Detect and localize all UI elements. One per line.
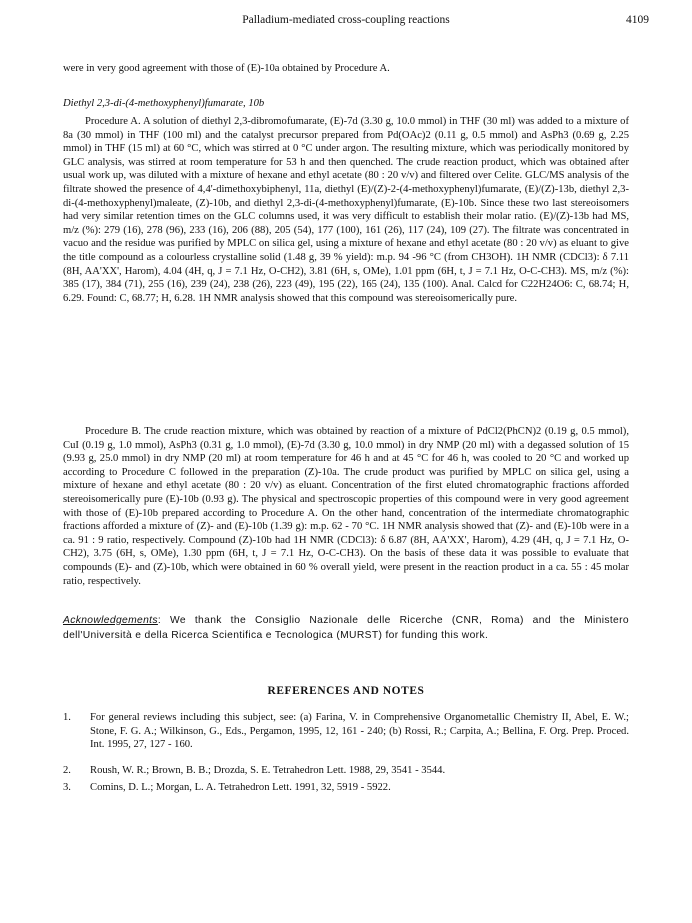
reference-number: 3. [63,782,71,793]
acknowledgements-text: : We thank the Consiglio Nazionale delle Ricerche (CNR, Roma) and the Ministero dell'Università e della Ricerca Scientifica e Tecnologica (MURST) for funding this work. [63,615,629,641]
reference-number: 1. [63,712,71,723]
page-number: 4109 [626,14,649,26]
reference-text: Roush, W. R.; Brown, B. B.; Drozda, S. E. Tetrahedron Lett. 1988, 29, 3541 - 3544. [90,765,446,776]
reference-item [63,764,629,778]
procedure-b-paragraph: Procedure B. The crude reaction mixture, which was obtained by reaction of a mixture of PdCl2(PhCN)2 (0.19 g, 0.5 mmol), CuI (0.19 g, 1.0 mmol), AsPh3 (0.31 g, 1.0 mmol), (E)-7d (3.30 g, 10.0 mmol) in dry NMP (20 ml) with a degassed solution of 15 (9.93 g, 25.0 mmol) in dry NMP (20 ml) at room temperature for 46 h and at 45 °C for 46 h, was cooled to 20 °C and worked up according to Procedure C followed in the preparation (Z)-10a. The crude product was purified by MPLC on silica gel, using a mixture of hexane and ethyl acetate (80 : 20 v/v) as eluant. Concentration of the first eluted chromatographic fractions afforded stereoisomerically pure (E)-10b (0.93 g). The physical and spectroscopic properties of this compound were in very good agreement with those of (E)-10b prepared according to Procedure A. On the other hand, concentration of the intermediate chromatographic fractions afforded a mixture of (Z)- and (E)-10b (1.39 g): m.p. 62 - 70 °C. 1H NMR analysis showed that (Z)- and (E)-10b were in a ca. 91 : 9 ratio, respectively. Compound (Z)-10b had 1H NMR (CDCl3): δ 6.87 (8H, AA'XX', Harom), 4.29 (4H, q, J = 7.1 Hz, O-CH2), 3.75 (6H, s, OMe), 1.30 ppm (6H, t, J = 7.1 Hz, O-C-CH3). On the basis of these data it was possible to evaluate that compounds (E)- and (Z)-10b, which were obtained in 60 % overall yield, were present in the reaction product in a ca. 55 : 45 molar ratio, respectively. [63,426,629,587]
carryover-paragraph: were in very good agreement with those of (E)-10a obtained by Procedure A. [63,63,390,74]
acknowledgements-label: Acknowledgements [63,615,158,626]
reference-item [63,781,629,795]
reference-text: Comins, D. L.; Morgan, L. A. Tetrahedron Lett. 1991, 32, 5919 - 5922. [90,782,391,793]
references-heading: REFERENCES AND NOTES [267,685,425,697]
acknowledgements-paragraph [63,614,629,643]
reference-text: For general reviews including this subject, see: (a) Farina, V. in Comprehensive Organometallic Chemistry II, Abel, E. W.; Stone, F. G. A.; Wilkinson, G., Eds., Pergamon, 1995, 12, 161 - 240; (b) Rossi, R.; Carpita, A.; Bellina, F. Org. Prep. Proced. Int. 1995, 27, 127 - 160. [90,712,629,751]
running-title: Palladium-mediated cross-coupling reactions [242,14,450,26]
compound-heading: Diethyl 2,3-di-(4-methoxyphenyl)fumarate, 10b [63,98,265,109]
reference-item [63,711,629,752]
running-head [0,12,692,32]
procedure-a-paragraph: Procedure A. A solution of diethyl 2,3-dibromofumarate, (E)-7d (3.30 g, 10.0 mmol) in THF (30 ml) was added to a mixture of 8a (30 mmol) in THF (100 ml) and the catalyst precursor prepared from Pd(OAc)2 (0.11 g, 0.5 mmol) and AsPh3 (0.69 g, 2.25 mmol) in THF (15 ml) at 60 °C, which was stirred at 0 °C under argon. The resulting mixture, which was periodically monitored by GLC analysis, was stirred at room temperature for 53 h and then quenched. The crude reaction product, which was obtained after usual work up, was diluted with a mixture of hexane and ethyl acetate (80 : 20 v/v) and filtered over Celite. GLC/MS analysis of the filtrate showed the presence of 4,4'-dimethoxybiphenyl, 11a, diethyl (E)/(Z)-2-(4-methoxyphenyl)fumarate, (E)/(Z)-13b, diethyl 2,3-di-(4-methoxyphenyl)maleate, (Z)-10b, and diethyl 2,3-di-(4-methoxyphenyl)fumarate, (E)-10b. Since these two last stereoisomers had very similar retention times on the GLC columns used, it was very difficult to establish their molar ratio. (E)/(Z)-13b had MS, m/z (%): 279 (16), 278 (96), 233 (16), 206 (88), 205 (54), 177 (100), 161 (26), 117 (24), 109 (27). The filtrate was concentrated in vacuo and the residue was purified by MPLC on silica gel, using a mixture of hexane and ethyl acetate (80 : 20 v/v) as eluant to give the title compound as a colourless crystalline solid (1.48 g, 39 % yield): m.p. 94 -96 °C (from CH3OH). 1H NMR (CDCl3): δ 7.11 (8H, AA'XX', Harom), 4.04 (4H, q, J = 7.1 Hz, O-CH2), 3.81 (6H, s, OMe), 1.01 ppm (6H, t, J = 7.1 Hz, O-C-CH3). MS, m/z (%): 385 (17), 384 (71), 255 (16), 239 (24), 238 (26), 223 (49), 195 (22), 165 (24), 135 (100). Anal. Calcd for C22H24O6: C, 68.74; H, 6.29. Found: C, 68.77; H, 6.28. 1H NMR analysis showed that this compound was stereoisomerically pure. [63,116,629,304]
reference-number: 2. [63,765,71,776]
